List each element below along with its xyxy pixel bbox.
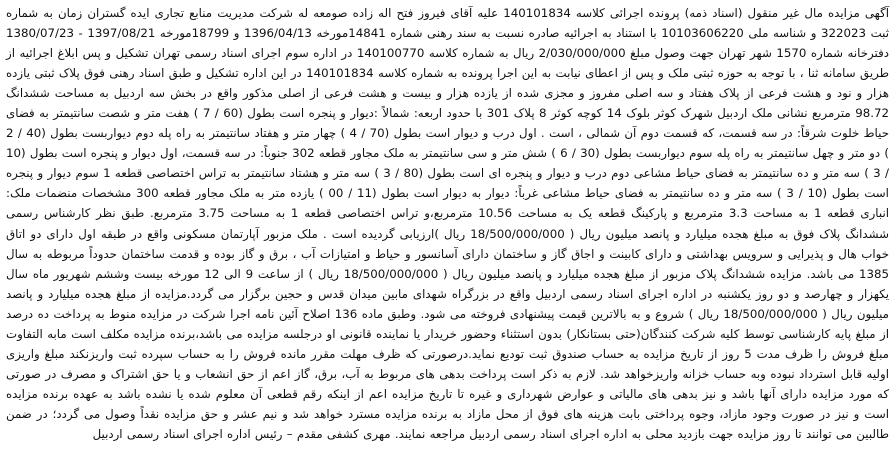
- auction-notice-text: آگهی مزایده مال غیر منقول (اسناد ذمه) پرونده اجرائی کلاسه 140101834 علیه آقای فیروز فتح اله زاده صومعه له شرکت مدیریت منابع تجاری ایده گستران زمان به شماره ثبت 322023 و شناسه ملی 10103606220 با استناد به اجرائیه صادره نسبت به سند رهنی شماره 14841مورخه 1396/04/13 و 18799مورخه 1397/08/21 - 1380/07/23 دفترخانه شماره 1570 شهر تهران جهت وصول مبلغ 2/030/000/000 ریال به شماره کلاسه 140100770 در اداره سوم اجرای اسناد رسمی تهران تشکیل و پس ابلاغ اجرائیه از طریق سامانه ثنا ، با توجه به حوزه ثبتی ملک و پس از اعطای نیابت به این اجرا پرونده به شماره کلاسه 140101834 در این اداره تشکیل و طبق اسناد رهنی فوق پلاک ثبتی یازده هزار و نود و هشت فرعی از پلاک هفتاد و سه اصلی مفروز و مجزی شده از یازده هزار و بیست و هشت فرعی از اصلی مذکور واقع در بخش سه اردبیل به مساحت ششدانگ 98.72 مترمربع نشانی ملک اردبیل شهرک کوثر بلوک 14 کوچه کوثر 8 پلاک 301 با حدود اربعه: شمالاً :دیوار و پنجره است بطول (60 / 7 ) هفت متر و شصت سانتیمتر به فضای حیاط خلوت شرقاً: در سه قسمت، که قسمت دوم آن شمالی ، است . اول درب و دیوار است بطول (70 / 4 ) چهار متر و هفتاد سانتیمتر به راه پله دوم دیواربست بطول (40 / 2 ) دو متر و چهل سانتیمتر به راه پله سوم دیواربست بطول (30 / 6 ) شش متر و سی سانتیمتر به ملک مجاور قطعه 302 جنوباً: در سه قسمت، اول دیوار و پنجره است بطول (10 / 3 ) سه متر و ده سانتیمتر به فضای حیاط مشاعی دوم درب و دیوار و پنجره ای است بطول (80 / 3 ) سه متر و هشتاد سانتیمتر به تراس اختصاصی قطعه 1 سوم دیوار و پنجره است بطول (10 / 3 ) سه متر و ده سانتیمتر به فضای حیاط مشاعی غرباً: دیوار به دیوار است بطول (11 / 00 ) یازده متر به ملک مجاور قطعه 300 مشخصات منضمات ملک: انباری قطعه 1 به مساحت 3.3 مترمربع و پارکینگ قطعه یک به مساحت 10.56 مترمربع،و تراس اختصاصی قطعه 1 به مساحت 3.75 مترمربع. طبق نظر کارشناس رسمی ششدانگ پلاک فوق به مبلغ هجده میلیارد و پانصد میلیون ریال ( 18/500/000/000 ریال )ارزیابی گردیده است . ملک مزبور آپارتمان مسکونی واقع در طبقه اول دارای دو اتاق خواب هال و پذیرایی و سرویس بهداشتی و دارای کابینت و اجاق گاز و ساختمان دارای آسانسور و حیاط و امتیازات آب ، برق و گاز بوده و قدمت ساختمان حدوداً مربوطه به سال 1385 می باشد. مزایده ششدانگ پلاک مزبور از مبلغ هجده میلیارد و پانصد میلیون ریال ( 18/500/000/000 ریال ) از ساعت 9 الی 12 مورخه بیست وششم شهریور ماه سال یکهزار و چهارصد و دو روز یکشنبه در اداره اجرای اسناد رسمی اردبیل واقع در بزرگراه شهدای مابین میدان قدس و حجین برگزار می گردد.مزایده از مبلغ هجده میلیارد و پانصد میلیون ریال ( 18/500/000/000 ریال ) شروع و به بالاترین قیمت پیشنهادی فروخته می شود. وطبق ماده 136 اصلاح آئین نامه اجرا شرکت در مزایده منوط به پرداخت ده درصد از مبلغ پایه کارشناسی توسط کلیه شرکت کنندگان(حتی بستانکار) بدون استثناء وحضور خریدار یا نماینده قانونی او درجلسه مزایده می باشد،برنده مزایده مکلف است مابه التفاوت مبلغ فروش را ظرف مدت 5 روز از تاریخ مزایده به حساب صندوق ثبت تودیع نماید.درصورتی که ظرف مهلت مقرر مانده فروش را به حساب سپرده ثبت واریزنکند مبلغ واریزی اولیه قابل استرداد نبوده وبه حساب خزانه واریزخواهد شد. لازم به ذکر است پرداخت بدهی های مربوط به آب، برق، گاز اعم از حق انشعاب و یا حق اشتراک و مصرف در صورتی که مورد مزایده دارای آنها باشد و نیز بدهی های مالیاتی و عوارض شهرداری و غیره تا تاریخ مزایده اعم از اینکه رقم قطعی آن معلوم شده یا نشده باشد به عهده برنده مزایده است و نیز در صورت وجود مازاد، وجوه پرداختی بابت هزینه های فوق از محل مازاد به برنده مزایده مسترد خواهد شد و نیم عشر و حق مزایده نقداً وصول می گردد؛ در ضمن طالبین می توانند تا روز مزایده جهت بازدید محلی به اداره اجرای اسناد رسمی اردبیل مراجعه نمایند. مهری کشفی مقدم – رئیس اداره اجرای اسناد رسمی اردبیل: [6, 6, 890, 441]
